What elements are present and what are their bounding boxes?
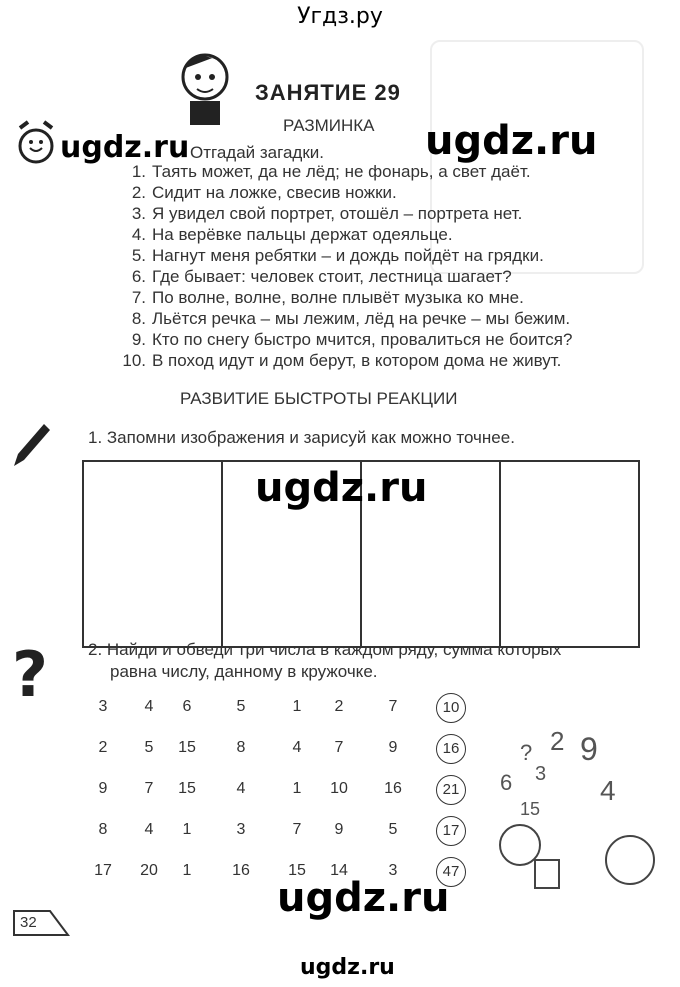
riddle-item: [116, 351, 561, 371]
riddle-text: Нагнут меня ребятки – и дождь пойдёт на грядки.: [152, 246, 544, 265]
grid-number[interactable]: 17: [94, 862, 112, 879]
target-sum-circle: 10: [436, 693, 466, 723]
grid-number[interactable]: 4: [144, 821, 154, 838]
watermark: ugdz.ru: [277, 875, 450, 921]
watermark: ugdz.ru: [255, 465, 428, 511]
riddle-text: На верёвке пальцы держат одеяльце.: [152, 225, 453, 244]
drawing-box[interactable]: [501, 462, 638, 646]
task1-text: 1. Запомни изображения и зарисуй как можно точнее.: [88, 428, 515, 447]
riddle-number: 6.: [131, 267, 146, 286]
alarm-clock-icon: [14, 118, 58, 168]
reaction-heading: РАЗВИТИЕ БЫСТРОТЫ РЕАКЦИИ: [180, 389, 458, 408]
riddle-item: [116, 288, 524, 308]
grid-number[interactable]: 8: [98, 821, 108, 838]
watermark: ugdz.ru: [425, 118, 598, 164]
riddle-number: 1.: [131, 162, 146, 181]
riddle-number: 5.: [131, 246, 146, 265]
grid-number[interactable]: 8: [236, 739, 246, 756]
riddle-text: Кто по снегу быстро мчится, провалиться не боится?: [152, 330, 573, 349]
riddle-text: Сидит на ложке, свесив ножки.: [152, 183, 397, 202]
grid-number[interactable]: 15: [288, 862, 306, 879]
riddle-number: 10.: [122, 351, 146, 370]
grid-number[interactable]: 5: [144, 739, 154, 756]
riddle-text: В поход идут и дом берут, в котором дома не живут.: [152, 351, 562, 370]
riddle-text: Таять может, да не лёд; не фонарь, а свет даёт.: [152, 162, 531, 181]
grid-number[interactable]: 7: [144, 780, 154, 797]
riddle-item: [116, 162, 531, 182]
grid-number[interactable]: 4: [292, 739, 302, 756]
grid-number[interactable]: 14: [330, 862, 348, 879]
watermark-bottom: ugdz.ru: [300, 955, 395, 980]
riddle-number: 8.: [131, 309, 146, 328]
grid-number[interactable]: 9: [388, 739, 398, 756]
riddle-item: [116, 309, 570, 329]
grid-number[interactable]: 2: [334, 698, 344, 715]
grid-number[interactable]: 20: [140, 862, 158, 879]
target-sum-circle: 47: [436, 857, 466, 887]
grid-number[interactable]: 7: [292, 821, 302, 838]
riddle-number: 3.: [131, 204, 146, 223]
thinking-children-illustration: [480, 720, 670, 900]
grid-number[interactable]: 3: [98, 698, 108, 715]
svg-text:2: 2: [550, 726, 565, 756]
svg-text:6: 6: [500, 770, 513, 795]
lesson-title: ЗАНЯТИЕ 29: [255, 80, 401, 105]
grid-number[interactable]: 1: [182, 821, 192, 838]
grid-number[interactable]: 7: [388, 698, 398, 715]
cartoon-boy-icon: [165, 45, 245, 135]
svg-text:4: 4: [600, 775, 616, 806]
riddle-item: [116, 183, 397, 203]
grid-number[interactable]: 5: [388, 821, 398, 838]
grid-number[interactable]: 9: [98, 780, 108, 797]
riddle-text: Где бывает: человек стоит, лестница шагает?: [152, 267, 512, 286]
grid-number[interactable]: 2: [98, 739, 108, 756]
svg-text:?: ?: [520, 740, 533, 765]
riddle-number: 9.: [131, 330, 146, 349]
task2-text-line2: равна числу, данному в кружочке.: [110, 662, 378, 681]
target-sum-circle: 16: [436, 734, 466, 764]
grid-number[interactable]: 3: [388, 862, 398, 879]
riddle-item: [116, 225, 453, 245]
riddle-item: [116, 246, 544, 266]
svg-text:9: 9: [580, 731, 598, 767]
page-number-flag: [10, 905, 70, 941]
drawing-box[interactable]: [84, 462, 223, 646]
riddle-text: Я увидел свой портрет, отошёл – портрета нет.: [152, 204, 523, 223]
pencil-icon: [10, 420, 52, 470]
grid-number[interactable]: 7: [334, 739, 344, 756]
grid-number[interactable]: 1: [292, 698, 302, 715]
grid-number[interactable]: 4: [236, 780, 246, 797]
riddle-item: [116, 267, 512, 287]
svg-text:3: 3: [535, 763, 547, 785]
grid-number[interactable]: 16: [232, 862, 250, 879]
riddle-item: [116, 330, 572, 350]
grid-number[interactable]: 10: [330, 780, 348, 797]
warmup-heading: РАЗМИНКА: [283, 116, 375, 135]
watermark: ugdz.ru: [60, 130, 190, 165]
grid-number[interactable]: 6: [182, 698, 192, 715]
svg-text:?: ?: [12, 640, 48, 702]
riddle-number: 2.: [131, 183, 146, 202]
riddle-text: По волне, волне, волне плывёт музыка ко мне.: [152, 288, 524, 307]
page-number: 32: [20, 914, 37, 931]
riddle-text: Льётся речка – мы лежим, лёд на речке – мы бежим.: [152, 309, 571, 328]
riddle-number: 7.: [131, 288, 146, 307]
grid-number[interactable]: 15: [178, 739, 196, 756]
grid-number[interactable]: 1: [292, 780, 302, 797]
warmup-instruction: Отгадай загадки.: [190, 143, 324, 162]
grid-number[interactable]: 1: [182, 862, 192, 879]
riddle-number: 4.: [131, 225, 146, 244]
question-mark-icon: [10, 640, 52, 702]
grid-number[interactable]: 16: [384, 780, 402, 797]
target-sum-circle: 21: [436, 775, 466, 805]
svg-text:15: 15: [520, 799, 541, 819]
target-sum-circle: 17: [436, 816, 466, 846]
grid-number[interactable]: 15: [178, 780, 196, 797]
grid-number[interactable]: 4: [144, 698, 154, 715]
grid-number[interactable]: 9: [334, 821, 344, 838]
riddle-item: [116, 204, 522, 224]
grid-number[interactable]: 5: [236, 698, 246, 715]
watermark-top: Угдз.ру: [297, 4, 383, 29]
grid-number[interactable]: 3: [236, 821, 246, 838]
task2-text-line1: 2. Найди и обведи три числа в каждом ряду, сумма которых: [88, 640, 562, 659]
